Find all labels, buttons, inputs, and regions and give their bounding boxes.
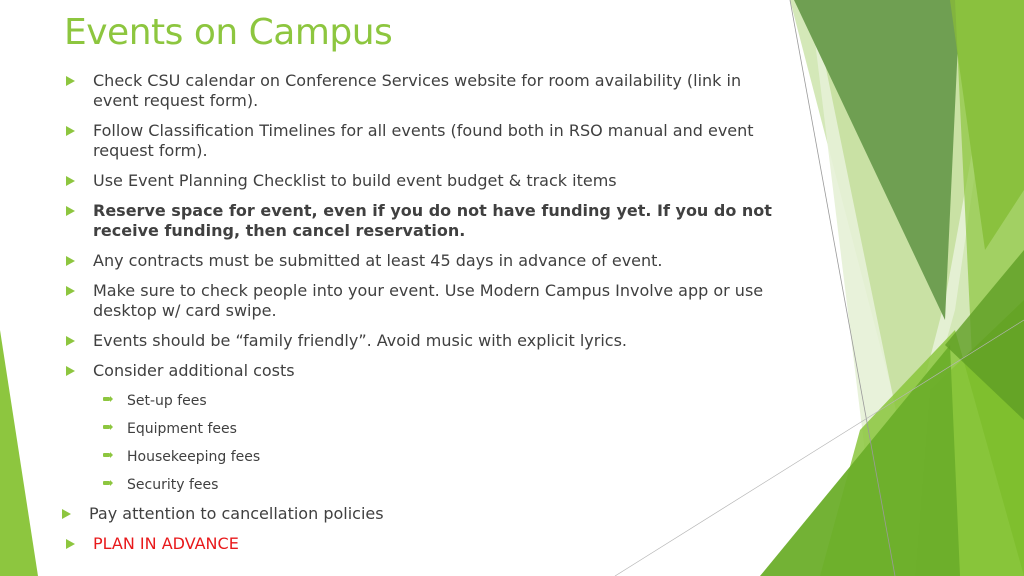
list-item: Any contracts must be submitted at least 45 days in advance of event.: [64, 251, 774, 271]
arrow-bullet-icon: [66, 76, 75, 86]
bullet-list: [64, 71, 774, 554]
green-sliver: [0, 330, 38, 576]
sub-list-item: Housekeeping fees: [93, 448, 774, 466]
arrow-bullet-icon: [66, 256, 75, 266]
dash-bullet-icon: [103, 397, 110, 401]
list-item: Make sure to check people into your event. Use Modern Campus Involve app or use desktop w/ card swipe.: [64, 281, 774, 321]
page-title: Events on Campus: [64, 12, 393, 53]
arrow-bullet-icon: [66, 539, 75, 549]
arrow-bullet-icon: [66, 126, 75, 136]
list-item: Use Event Planning Checklist to build event budget & track items: [64, 171, 774, 191]
list-item: Consider additional costs Set-up fees Equipment fees Housekeeping fees Security fees: [64, 361, 774, 494]
list-item: Pay attention to cancellation policies: [60, 504, 774, 524]
arrow-bullet-icon: [66, 286, 75, 296]
arrow-bullet-icon: [66, 366, 75, 376]
sub-list-item: Security fees: [93, 476, 774, 494]
dash-bullet-icon: [103, 481, 110, 485]
list-item: Check CSU calendar on Conference Services website for room availability (link in event request form).: [64, 71, 774, 111]
list-item: Reserve space for event, even if you do not have funding yet. If you do not receive funding, then cancel reservation.: [64, 201, 774, 241]
dash-bullet-icon: [103, 453, 110, 457]
list-item: PLAN IN ADVANCE: [64, 534, 774, 554]
arrow-bullet-icon: [66, 206, 75, 216]
sub-list-item: Set-up fees: [93, 392, 774, 410]
arrow-bullet-icon: [62, 509, 71, 519]
sub-list-item: Equipment fees: [93, 420, 774, 438]
list-item: Events should be “family friendly”. Avoid music with explicit lyrics.: [64, 331, 774, 351]
arrow-bullet-icon: [66, 176, 75, 186]
sub-bullet-list: [93, 392, 774, 494]
arrow-bullet-icon: [66, 336, 75, 346]
bullet-content: [64, 71, 774, 564]
dash-bullet-icon: [103, 425, 110, 429]
list-item: Follow Classification Timelines for all events (found both in RSO manual and event request form).: [64, 121, 774, 161]
